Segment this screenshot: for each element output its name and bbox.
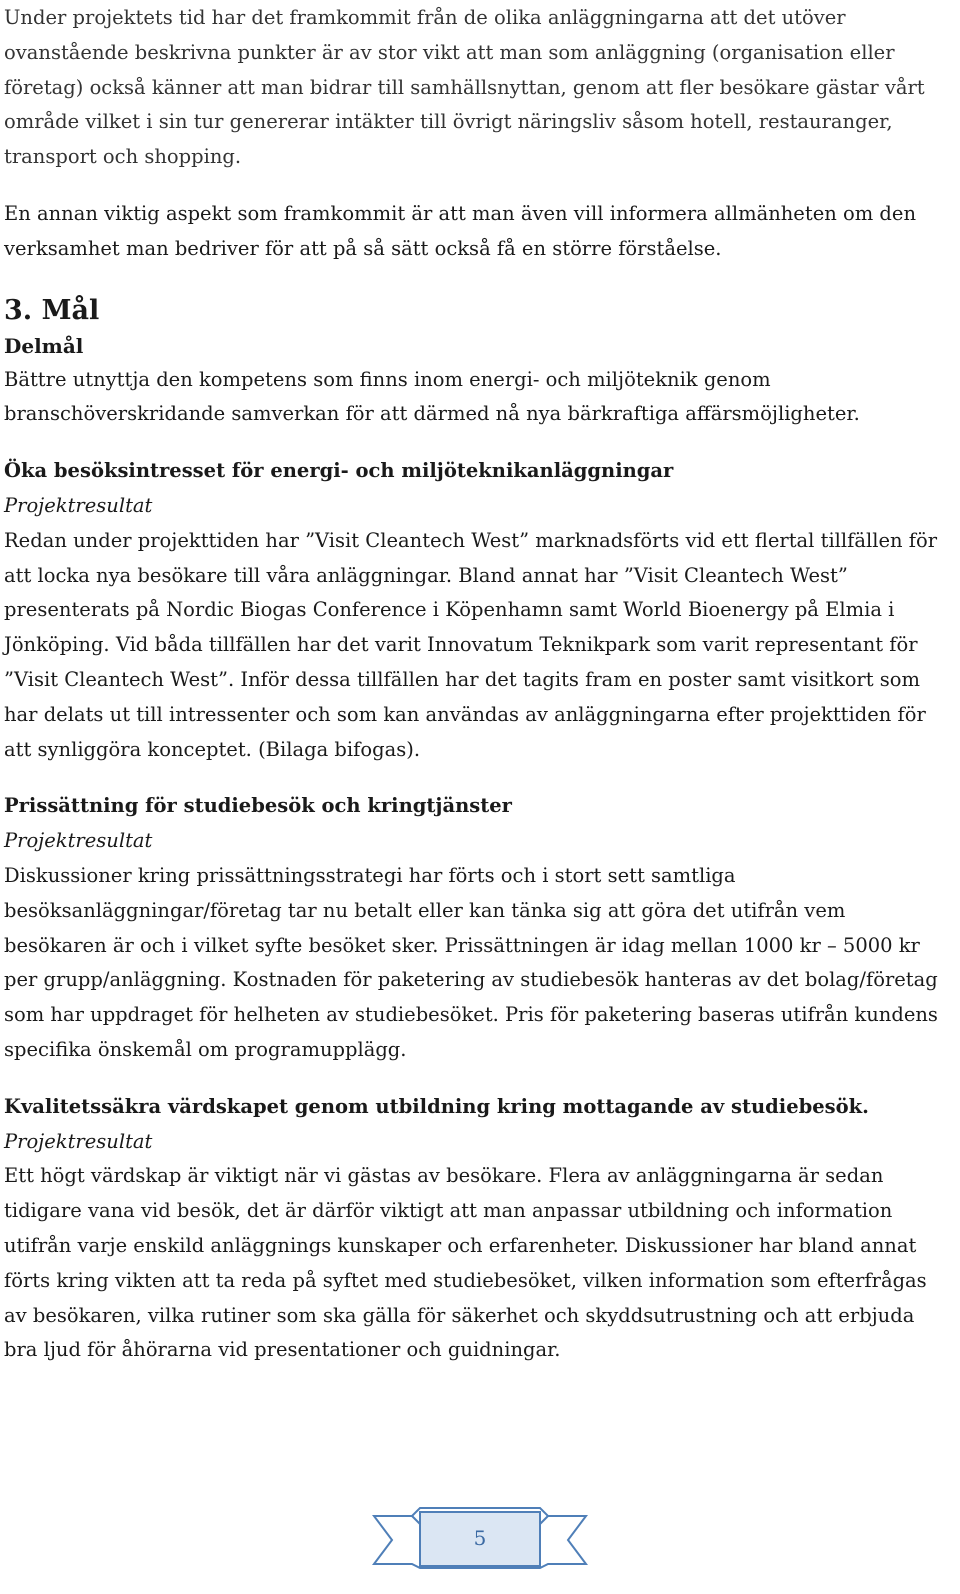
label-project-result: Projektresultat [4,493,153,517]
page-footer [372,1506,588,1570]
paragraph-pricing: Diskussioner kring prissättningsstrategi har förts och i stort sett samtliga besöksanläggningar/företag tar nu betalt eller kan tänka sig att göra det utifrån vem besökaren är och i vilket syfte besöket sker. Prissättningen är idag mellan 1000 kr – 5000 kr per grupp/anläggning. Kostnaden för paketering av studiebesök hanteras av det bolag/företag som har uppdraget för helheten av studiebesöket. Pris för paketering baseras utifrån kundens specifika önskemål om programupplägg. [4,863,938,1061]
subheading-subgoal: Delmål [4,333,84,358]
heading-hosting-quality: Kvalitetssäkra värdskapet genom utbildning kring mottagande av studiebesök. [4,1094,869,1118]
paragraph-hosting-quality: Ett högt värdskap är viktigt när vi gästas av besökare. Flera av anläggningarna är sedan tidigare vana vid besök, det är därför viktigt att man anpassar utbildning och information utifrån varje enskild anläggnings kunskaper och erfarenheter. Diskussioner har bland annat förts kring vikten att ta reda på syftet med studiebesöket, vilken information som efterfrågas av besökaren, vilka rutiner som ska gälla för säkerhet och skyddsutrustning och att erbjuda bra ljud för åhörarna vid presentationer och guidningar. [4,1164,927,1362]
heading-visitor-interest: Öka besöksintresset för energi- och miljöteknikanläggningar [4,459,674,483]
label-project-result: Projektresultat [4,829,153,853]
awareness-paragraph: En annan viktig aspekt som framkommit är att man även vill informera allmänheten om den verksamhet man bedriver för att på så sätt också få en större förståelse. [4,201,916,260]
subgoal-paragraph: Bättre utnyttja den kompetens som finns inom energi- och miljöteknik genom branschöverskridande samverkan för att därmed nå nya bärkraftiga affärsmöjligheter. [4,367,860,426]
paragraph-visitor-interest: Redan under projekttiden har ”Visit Cleantech West” marknadsförts vid ett flertal tillfällen för att locka nya besökare till våra anläggningar. Bland annat har ”Visit Cleantech West” presenterats på Nordic Biogas Conference i Köpenhamn samt World Bioenergy på Elmia i Jönköping. Vid båda tillfällen har det varit Innovatum Teknikpark som varit representant för ”Visit Cleantech West”. Inför dessa tillfällen har det tagits fram en poster samt visitkort som har delats ut till intressenter och som kan användas av anläggningarna efter projekttiden för att synliggöra konceptet. (Bilaga bifogas). [4,528,938,761]
intro-paragraph: Under projektets tid har det framkommit från de olika anläggningarna att det utöver ovanstående beskrivna punkter är av stor vikt att man som anläggning (organisation eller företag) också känner att man bidrar till samhällsnyttan, genom att fler besökare gästar vårt område vilket i sin tur genererar intäkter till övrigt näringsliv såsom hotell, restauranger, transport och shopping. [4,6,925,169]
heading-pricing: Prissättning för studiebesök och kringtjänster [4,794,512,818]
section-heading-goals: 3. Mål [4,294,100,326]
label-project-result: Projektresultat [4,1129,153,1153]
page-number: 5 [473,1526,487,1550]
document-page [4,0,952,1368]
